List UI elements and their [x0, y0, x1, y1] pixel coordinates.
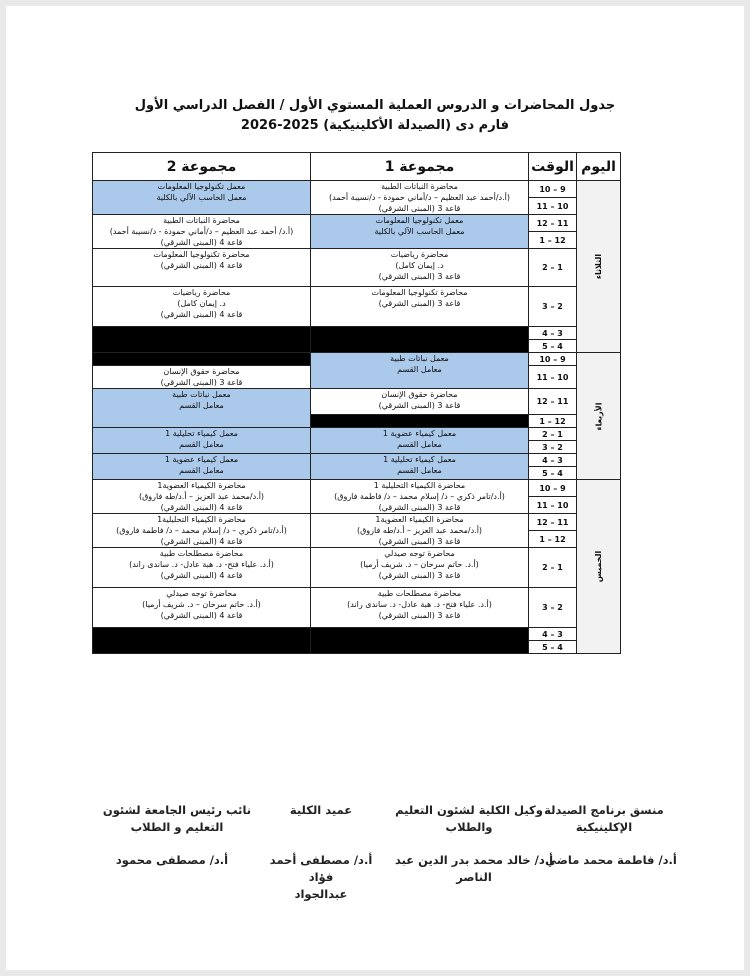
session-cell: محاضرة الكيمياء التحليلية 1 (أ.د/تامر ذكري – د/ إسلام محمد – د/ فاطمة فاروق) قاعة 3 (المبنى الشرقي) [311, 480, 529, 514]
session-cell: محاضرة الكيمياء العضوية1 (أ.د/محمد عبد العزيز – أ.د/طه فاروق) قاعة 4 (المبنى الشرقي) [93, 480, 311, 514]
session-cell: محاضرة توجه صيدلي (أ.د. حاتم سرحان – د. شريف أرميا) قاعة 4 (المبنى الشرقي) [93, 588, 311, 628]
time-slot: 12 – 1 [529, 531, 577, 548]
time-slot: 1 – 2 [529, 428, 577, 441]
session-cell: محاضرة الكيمياء التحليلية1 (أ.د/تامر ذكري – د/ إسلام محمد – د/ فاطمة فاروق) قاعة 4 (المبنى الشرقي) [93, 514, 311, 548]
signature-name-coordinator: أ.د/ فاطمة محمد ماضي [545, 853, 677, 867]
time-slot: 10 – 11 [529, 497, 577, 514]
time-slot: 3 – 4 [529, 628, 577, 641]
time-slot: 4 – 5 [529, 340, 577, 353]
blocked-cell [93, 327, 311, 353]
time-slot: 9 – 10 [529, 181, 577, 198]
signature-block-dean: عميد الكلية [289, 803, 353, 817]
signature-block-vice-dean: وكيل الكلية لشئون التعليم والطلاب [395, 803, 543, 834]
session-cell: محاضرة الكيمياء العضوية1 (أ.د/محمد عبد العزيز – أ.د/طه فاروق) قاعة 3 (المبنى الشرقي) [311, 514, 529, 548]
blocked-cell [93, 353, 311, 366]
session-cell: معمل كيمياء عضوية 1 معامل القسم [93, 454, 311, 480]
document-page [6, 6, 744, 970]
session-cell: محاضرة النباتات الطبية (أ.د/ أحمد عبد العظيم – د/أماني حمودة - د/نسيبة أحمد) قاعة 4 (المبنى الشرقي) [93, 215, 311, 249]
day-wednesday: الأربعاء [577, 353, 621, 480]
session-cell: محاضرة النباتات الطبية (أ.د/أحمد عبد العظيم – د/أماني حمودة - د/نسيبة أحمد) قاعة 3 (المبنى الشرقي) [311, 181, 529, 215]
schedule-title: جدول المحاضرات و الدروس العملية المستوي الأول / الفصل الدراسي الأول [134, 98, 616, 113]
time-slot: 3 – 4 [529, 327, 577, 340]
time-slot: 11 – 12 [529, 215, 577, 232]
session-cell: محاضرة مصطلحات طبية (أ.د. علياء فتح- د. هبة عادل- د. ساندى راند) قاعة 3 (المبنى الشرقي) [311, 588, 529, 628]
session-cell: محاضرة تكنولوجيا المعلومات قاعة 3 (المبنى الشرقي) [311, 287, 529, 327]
header-day: اليوم [577, 153, 621, 181]
session-cell: معمل تكنولوجيا المعلومات معمل الحاسب الآلي بالكلية [93, 181, 311, 215]
session-cell: معمل كيمياء تحليلية 1 معامل القسم [311, 454, 529, 480]
signature-name-vice-dean: أ.د/ خالد محمد بدر الدين عبد الناصر [394, 853, 554, 884]
day-thursday: الخميس [577, 480, 621, 654]
time-slot: 11 – 12 [529, 389, 577, 415]
time-slot: 1 – 2 [529, 548, 577, 588]
time-slot: 12 – 1 [529, 232, 577, 249]
time-slot: 2 – 3 [529, 588, 577, 628]
header-group-2: مجموعة 2 [93, 153, 311, 181]
signature-block-vice-president: نائب رئيس الجامعة لشئون التعليم و الطلاب [102, 803, 252, 834]
blocked-cell [311, 415, 529, 428]
session-cell: محاضرة تكنولوجيا المعلومات قاعة 4 (المبنى الشرقي) [93, 249, 311, 287]
signature-name-vice-president: أ.د/ مصطفى محمود [115, 853, 229, 867]
blocked-cell [93, 628, 311, 654]
session-cell: محاضرة حقوق الإنسان قاعة 3 (المبنى الشرقي) [311, 389, 529, 415]
time-slot: 4 – 5 [529, 641, 577, 654]
time-slot: 9 – 10 [529, 480, 577, 497]
time-slot: 12 – 1 [529, 415, 577, 428]
signature-block-coordinator: منسق برنامج الصيدلة الإكلينيكية [544, 803, 664, 834]
signature-name-dean: أ.د/ مصطفى أحمد فؤاد عبدالجواد [269, 853, 373, 901]
session-cell: محاضرة توجه صيدلي (أ.د. حاتم سرحان – د. شريف أرميا) قاعة 3 (المبنى الشرقي) [311, 548, 529, 588]
schedule-table [92, 152, 621, 654]
session-cell: محاضرة حقوق الإنسان قاعة 3 (المبنى الشرقي) [93, 366, 311, 389]
session-cell: محاضرة رياضيات د. إيمان كامل) قاعة 4 (المبنى الشرقي) [93, 287, 311, 327]
time-slot: 10 – 11 [529, 198, 577, 215]
day-tuesday: الثلاثاء [577, 181, 621, 353]
time-slot: 2 – 3 [529, 287, 577, 327]
time-slot: 4 – 5 [529, 467, 577, 480]
session-cell: معمل كيمياء تحليلية 1 معامل القسم [93, 428, 311, 454]
header-time: الوقت [529, 153, 577, 181]
time-slot: 10 – 11 [529, 366, 577, 389]
session-cell: محاضرة رياضيات د. إيمان كامل) قاعة 3 (المبنى الشرقي) [311, 249, 529, 287]
time-slot: 11 – 12 [529, 514, 577, 531]
program-subtitle: فارم دى (الصيدلة الأكلينيكية) 2025-2026 [240, 118, 510, 133]
session-cell: معمل كيمياء عضوية 1 معامل القسم [311, 428, 529, 454]
session-cell: معمل تكنولوجيا المعلومات معمل الحاسب الآلي بالكلية [311, 215, 529, 249]
time-slot: 9 – 10 [529, 353, 577, 366]
header-group-1: مجموعة 1 [311, 153, 529, 181]
blocked-cell [311, 628, 529, 654]
session-cell: معمل نباتات طبية معامل القسم [311, 353, 529, 389]
time-slot: 1 – 2 [529, 249, 577, 287]
session-cell: معمل نباتات طبية معامل القسم [93, 389, 311, 428]
session-cell: محاضرة مصطلحات طبية (أ.د. علياء فتح- د. هبة عادل- د. ساندى راند) قاعة 4 (المبنى الشرقي) [93, 548, 311, 588]
header-row [93, 153, 621, 181]
blocked-cell [311, 327, 529, 353]
time-slot: 3 – 4 [529, 454, 577, 467]
time-slot: 2 – 3 [529, 441, 577, 454]
